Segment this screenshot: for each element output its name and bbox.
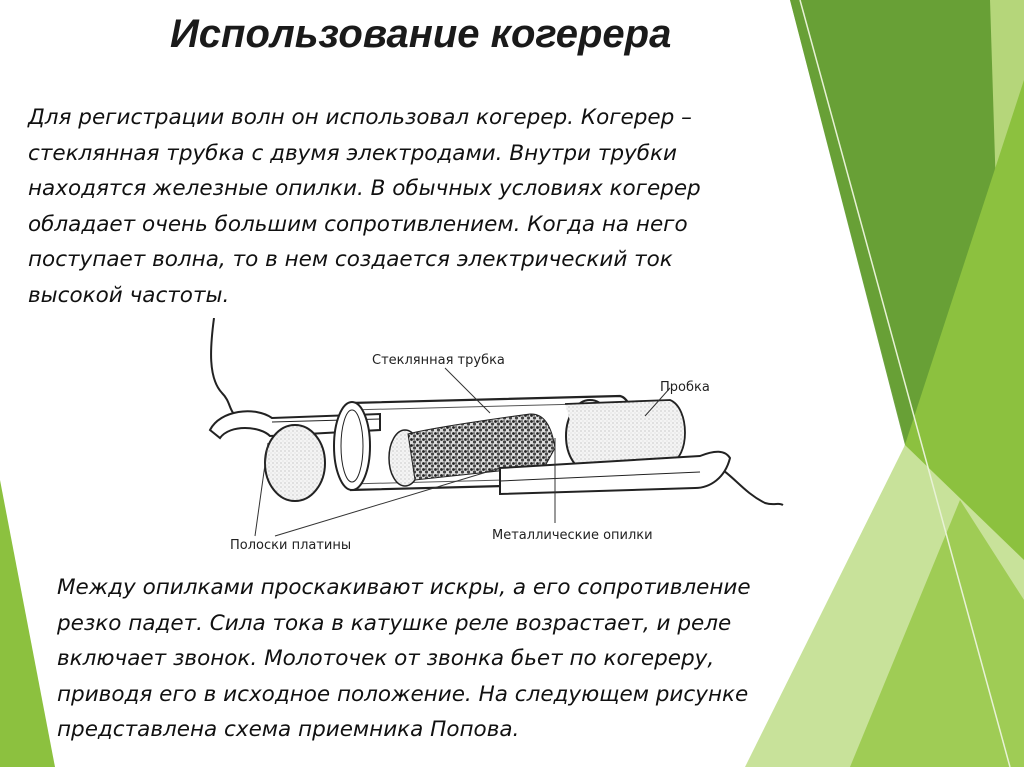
right-wire (720, 468, 783, 505)
paragraph-intro-line: обладает очень большим сопротивлением. Когда на него (28, 211, 688, 237)
tube-left-rim (334, 402, 370, 490)
label-plug: Пробка (660, 380, 710, 395)
paragraph-conclusion-line: представлена схема приемника Попова. (57, 717, 520, 742)
paragraph-conclusion-line: резко падет. Сила тока в катушке реле возрастает, и реле (57, 610, 732, 636)
slide-title: Использование когерера (170, 12, 672, 56)
paragraph-intro-line: стеклянная трубка с двумя электродами. Внутри трубки (28, 140, 677, 166)
left-wire (211, 318, 240, 418)
paragraph-intro-line: Для регистрации волн он использовал когерер. Когерер – (28, 105, 692, 130)
green-stripe-left-corner (0, 480, 55, 767)
paragraph-conclusion-line: Между опилками проскакивают искры, а его сопротивление (57, 575, 751, 600)
paragraph-intro-line: высокой частоты. (28, 282, 230, 308)
paragraph-intro-line: поступает волна, то в нем создается электрический ток (28, 247, 673, 272)
coherer-figure (200, 318, 800, 563)
label-glass-tube: Стеклянная трубка (372, 353, 505, 368)
paragraph-intro (28, 100, 858, 313)
left-plug (265, 425, 325, 501)
leader-platinum-left (255, 443, 268, 536)
label-metal-filings: Металлические опилки (492, 528, 653, 543)
label-platinum-strips: Полоски платины (230, 538, 352, 553)
paragraph-conclusion-line: включает звонок. Молоточек от звонка бьет по когереру, (57, 646, 715, 671)
paragraph-conclusion (57, 570, 897, 748)
paragraph-conclusion-line: приводя его в исходное положение. На следующем рисунке (57, 681, 749, 707)
paragraph-intro-line: находятся железные опилки. В обычных условиях когерер (28, 176, 701, 201)
leader-glass-tube (445, 368, 490, 413)
